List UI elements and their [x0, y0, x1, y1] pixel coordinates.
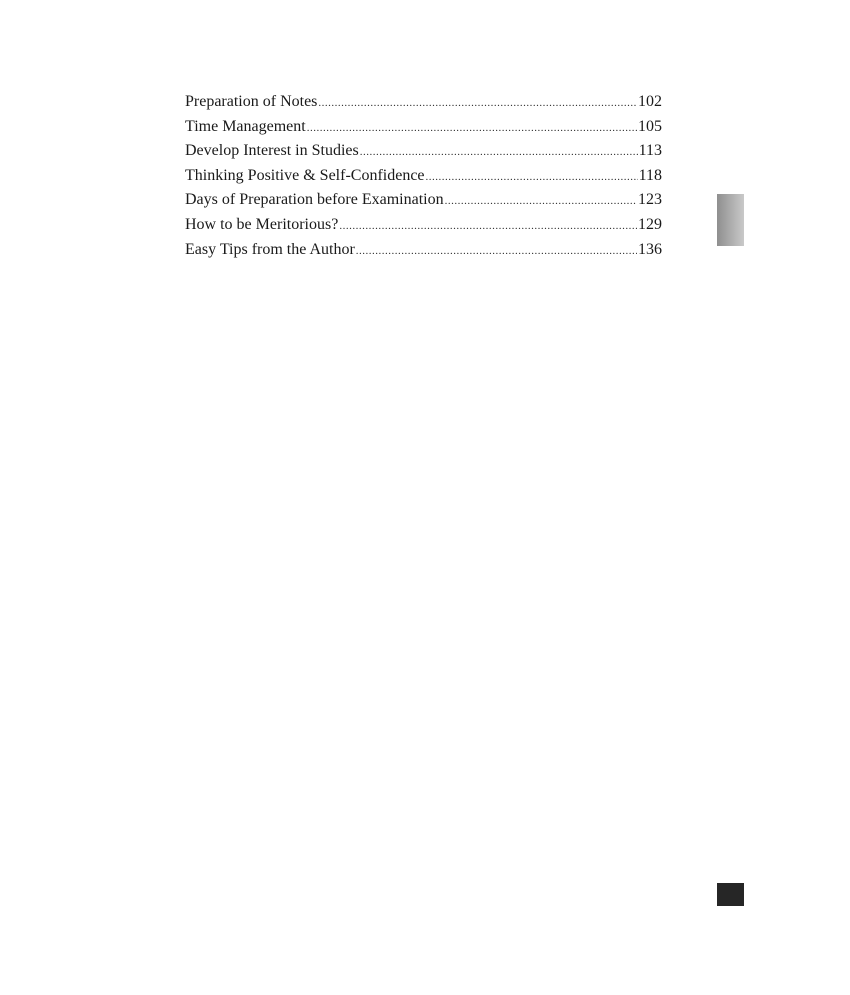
toc-entry-title: Preparation of Notes	[185, 93, 318, 110]
dot-leader	[360, 139, 638, 165]
toc-entry-page-number: 102	[638, 93, 662, 110]
toc-entry-page-number: 118	[638, 166, 662, 184]
toc-entry-page-number: 136	[638, 240, 662, 258]
toc-entry[interactable]	[185, 164, 662, 189]
toc-entry-page-number: 123	[638, 191, 662, 209]
dot-leader	[356, 238, 637, 264]
toc-entry[interactable]	[185, 238, 662, 263]
toc-entry-title: Develop Interest in Studies	[185, 142, 359, 160]
toc-entry-title: Days of Preparation before Examination	[185, 191, 444, 209]
toc-entry-page-number: 129	[638, 215, 662, 233]
toc-entry-page-number: 105	[638, 117, 662, 135]
toc-entry-title: Thinking Positive & Self-Confidence	[185, 166, 425, 184]
section-thumb-tab	[717, 194, 744, 246]
toc-entry[interactable]	[185, 213, 662, 238]
table-of-contents	[185, 90, 662, 262]
toc-entry[interactable]	[185, 139, 662, 164]
dot-leader	[445, 188, 637, 214]
dot-leader	[426, 164, 638, 190]
toc-entry-title: Time Management	[185, 117, 306, 135]
dot-leader	[339, 213, 637, 239]
toc-entry-title: Easy Tips from the Author	[185, 240, 355, 258]
dot-leader	[318, 90, 637, 116]
toc-entry-page-number: 113	[638, 142, 662, 160]
toc-entry[interactable]	[185, 188, 662, 213]
toc-entry[interactable]	[185, 115, 662, 140]
page-corner-marker	[717, 883, 744, 906]
toc-entry[interactable]	[185, 90, 662, 115]
toc-entry-title: How to be Meritorious?	[185, 215, 339, 233]
dot-leader	[307, 115, 637, 141]
